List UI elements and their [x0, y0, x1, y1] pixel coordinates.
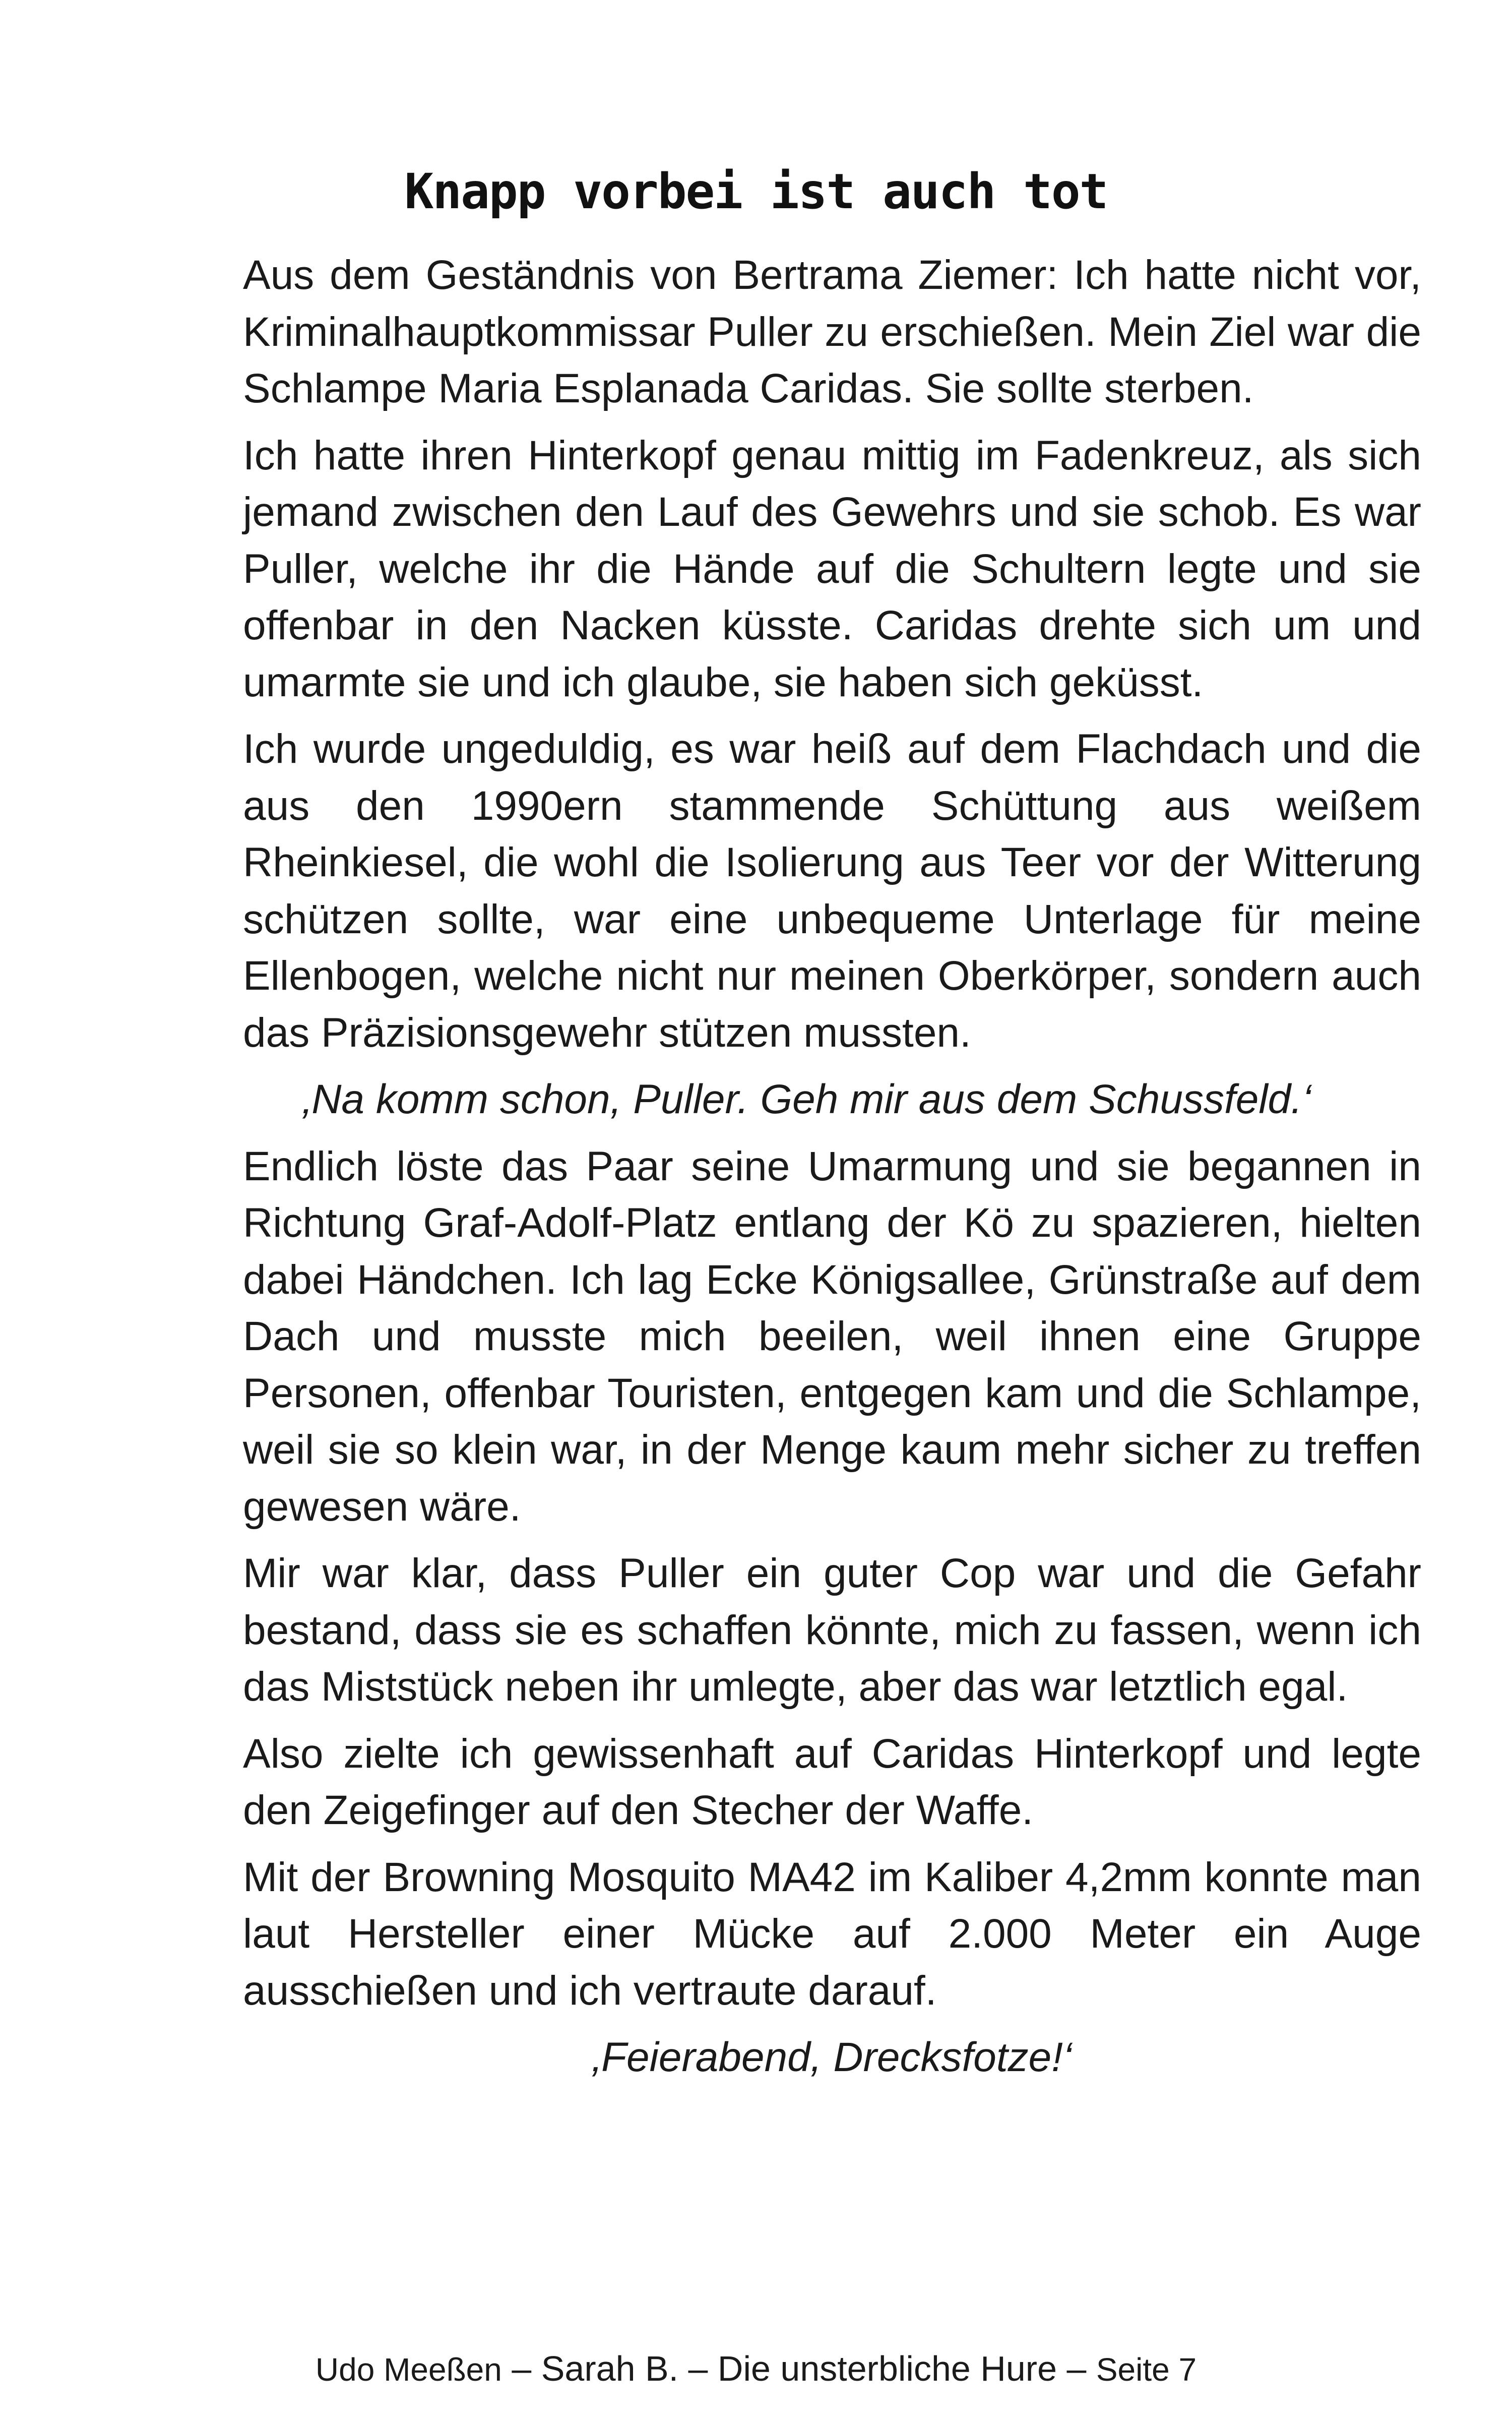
paragraph: Ich wurde ungeduldig, es war heiß auf dem Flachdach und die aus den 1990ern stammende Schüttung aus weißem Rheinkiesel, die wohl die Isolierung aus Teer vor der Witterung schützen sollte, war eine unbequeme Unterlage für meine Ellenbogen, welche nicht nur meinen Oberkörper, sondern auch das Präzisionsgewehr stützen mussten.	[243, 726, 1421, 1056]
footer-separator: –	[1066, 2349, 1087, 2388]
chapter-body	[243, 247, 1421, 2096]
chapter-title: Knapp vorbei ist auch tot	[404, 163, 1108, 220]
paragraph: Also zielte ich gewissenhaft auf Caridas Hinterkopf und legte den Zeigefinger auf den Stecher der Waffe.	[243, 1730, 1421, 1833]
paragraph: Mir war klar, dass Puller ein guter Cop war und die Gefahr bestand, dass sie es schaffen könnte, mich zu fassen, wenn ich das Miststück neben ihr umlegte, aber das war letztlich egal.	[243, 1550, 1421, 1710]
footer-separator: –	[512, 2349, 532, 2388]
footer-author: Udo Meeßen	[315, 2351, 502, 2388]
paragraph: Ich hatte ihren Hinterkopf genau mittig im Fadenkreuz, als sich jemand zwischen den Lauf des Gewehrs und sie schob. Es war Puller, welche ihr die Hände auf die Schultern legte und sie offenbar in den Nacken küsste. Caridas drehte sich um und umarmte sie und ich glaube, sie haben sich geküsst.	[243, 432, 1421, 705]
page-footer	[0, 2343, 1512, 2395]
footer-page-number: Seite 7	[1096, 2351, 1197, 2388]
paragraph: Mit der Browning Mosquito MA42 im Kaliber 4,2mm konnte man laut Hersteller einer Mücke auf 2.000 Meter ein Auge ausschießen und ich vertraute darauf.	[243, 1854, 1421, 2014]
footer-book-title: Sarah B. – Die unsterbliche Hure	[541, 2349, 1057, 2388]
quote-line: ‚Na komm schon, Puller. Geh mir aus dem Schussfeld.‘	[302, 1076, 1312, 1122]
quote-line: ‚Feierabend, Drecksfotze!‘	[592, 2034, 1073, 2080]
paragraph: Endlich löste das Paar seine Umarmung und sie begannen in Richtung Graf-Adolf-Platz entlang der Kö zu spazieren, hielten dabei Händchen. Ich lag Ecke Königsallee, Grünstraße auf dem Dach und musste mich beeilen, weil ihnen eine Gruppe Personen, offenbar Touristen, entgegen kam und die Schlampe, weil sie so klein war, in der Menge kaum mehr sicher zu treffen gewesen wäre.	[243, 1143, 1421, 1530]
paragraph: Aus dem Geständnis von Bertrama Ziemer: Ich hatte nicht vor, Kriminalhauptkommissar Puller zu erschießen. Mein Ziel war die Schlampe Maria Esplanada Caridas. Sie sollte sterben.	[243, 252, 1421, 411]
